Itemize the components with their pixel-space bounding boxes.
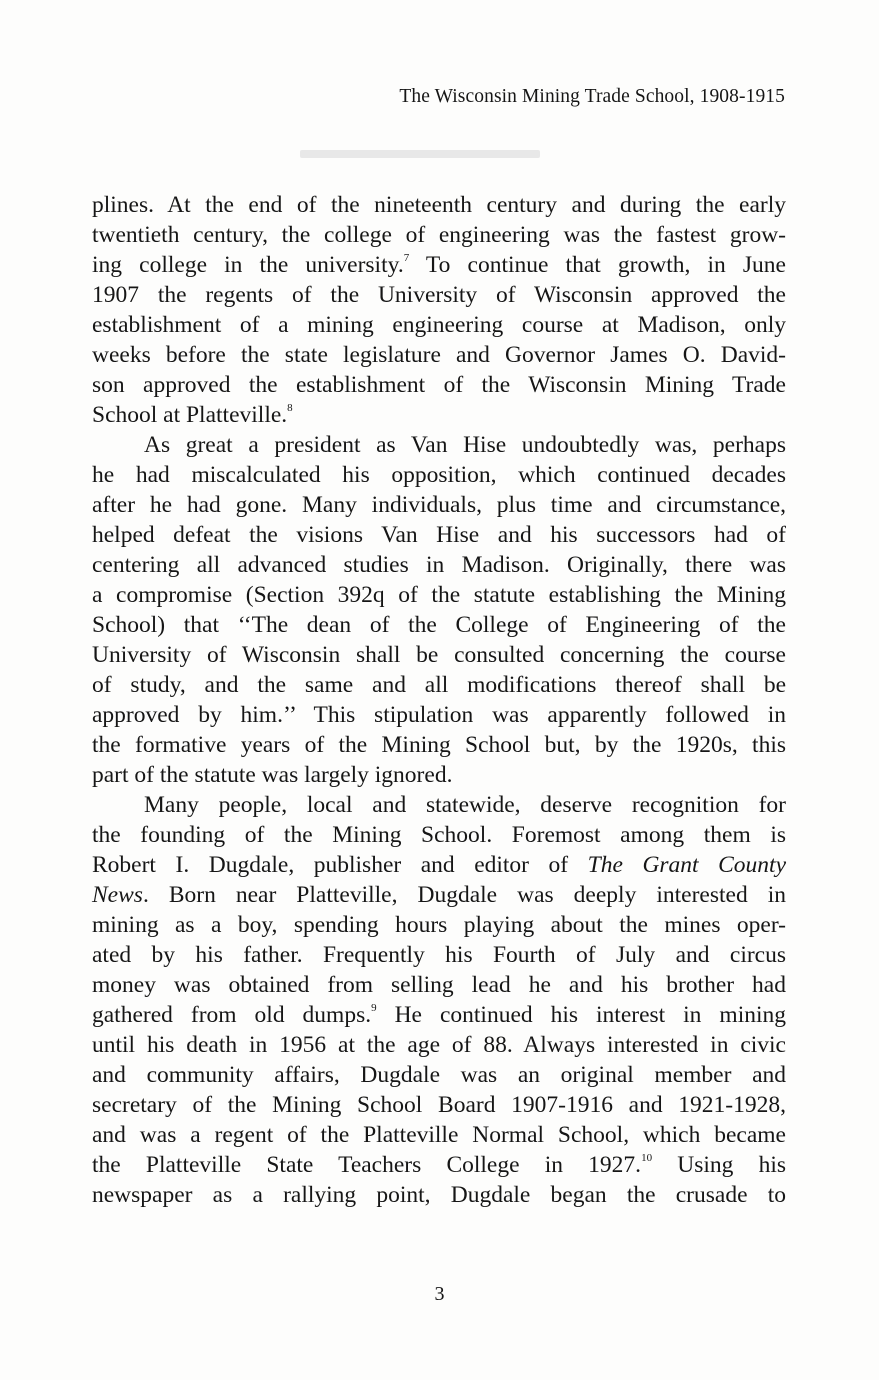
body-text bbox=[92, 190, 786, 1210]
text-line: money was obtained from selling lead he and his brother had bbox=[92, 972, 786, 998]
footnote-ref-8: 8 bbox=[287, 402, 293, 415]
text-line: ing college in the university.$^7$ To continue that growth, in June bbox=[92, 252, 786, 278]
text-line: the formative years of the Mining School but, by the 1920s, this bbox=[92, 732, 786, 758]
text-line: and community affairs, Dugdale was an original member and bbox=[92, 1062, 786, 1088]
text-line: the founding of the Mining School. Foremost among them is bbox=[92, 822, 786, 848]
running-header: The Wisconsin Mining Trade School, 1908-1915 bbox=[399, 86, 785, 107]
text-line: News. Born near Platteville, Dugdale was deeply interested in bbox=[92, 882, 786, 908]
text-line: he had miscalculated his opposition, which continued decades bbox=[92, 462, 786, 488]
text-line: helped defeat the visions Van Hise and his successors had of bbox=[92, 522, 786, 548]
text-line: of study, and the same and all modifications thereof shall be bbox=[92, 672, 786, 698]
text-line: plines. At the end of the nineteenth century and during the early bbox=[92, 192, 786, 218]
text-line: University of Wisconsin shall be consulted concerning the course bbox=[92, 642, 786, 668]
text-line: mining as a boy, spending hours playing about the mines oper- bbox=[92, 912, 786, 938]
text-line: 1907 the regents of the University of Wisconsin approved the bbox=[92, 282, 786, 308]
text-line: son approved the establishment of the Wisconsin Mining Trade bbox=[92, 372, 786, 398]
text-line: establishment of a mining engineering course at Madison, only bbox=[92, 312, 786, 338]
footnote-ref-10: 10 bbox=[641, 1152, 653, 1165]
text-line: Robert I. Dugdale, publisher and editor of The Grant County bbox=[92, 852, 786, 878]
text-line: newspaper as a rallying point, Dugdale began the crusade to bbox=[92, 1182, 786, 1208]
text-line: the Platteville State Teachers College in 1927.10 Using his bbox=[92, 1152, 786, 1178]
footnote-ref-7: 7 bbox=[403, 252, 410, 265]
paragraph-1 bbox=[92, 190, 786, 430]
text-line: part of the statute was largely ignored. bbox=[92, 762, 453, 788]
scan-blemish bbox=[300, 150, 540, 158]
text-line: Many people, local and statewide, deserve recognition for bbox=[144, 792, 786, 818]
text-line: approved by him.’’ This stipulation was apparently followed in bbox=[92, 702, 786, 728]
text-line: and was a regent of the Platteville Normal School, which became bbox=[92, 1122, 786, 1148]
text-line: gathered from old dumps.$^9$ He continued his interest in mining bbox=[92, 1002, 786, 1028]
text-line: ated by his father. Frequently his Fourth of July and circus bbox=[92, 942, 786, 968]
text-line: a compromise (Section 392q of the statute establishing the Mining bbox=[92, 582, 786, 608]
text-line: School) that ‘‘The dean of the College of Engineering of the bbox=[92, 612, 786, 638]
text-line: centering all advanced studies in Madison. Originally, there was bbox=[92, 552, 786, 578]
paragraph-3 bbox=[92, 790, 786, 1210]
paragraph-2 bbox=[92, 430, 786, 790]
publication-title: News bbox=[92, 882, 143, 908]
text-line: As great a president as Van Hise undoubtedly was, perhaps bbox=[144, 432, 786, 458]
text-line: twentieth century, the college of engineering was the fastest grow- bbox=[92, 222, 786, 248]
footnote-ref-9: 9 bbox=[371, 1002, 377, 1015]
text-line: until his death in 1956 at the age of 88. Always interested in civic bbox=[92, 1032, 786, 1058]
text-line: weeks before the state legislature and Governor James O. David- bbox=[92, 342, 786, 368]
text-line: after he had gone. Many individuals, plus time and circumstance, bbox=[92, 492, 786, 518]
page-number: 3 bbox=[434, 1283, 445, 1305]
publication-title: The Grant County bbox=[587, 852, 786, 878]
text-line: School at Platteville.$^8$ bbox=[92, 402, 293, 428]
text-line: secretary of the Mining School Board 1907-1916 and 1921-1928, bbox=[92, 1092, 786, 1118]
